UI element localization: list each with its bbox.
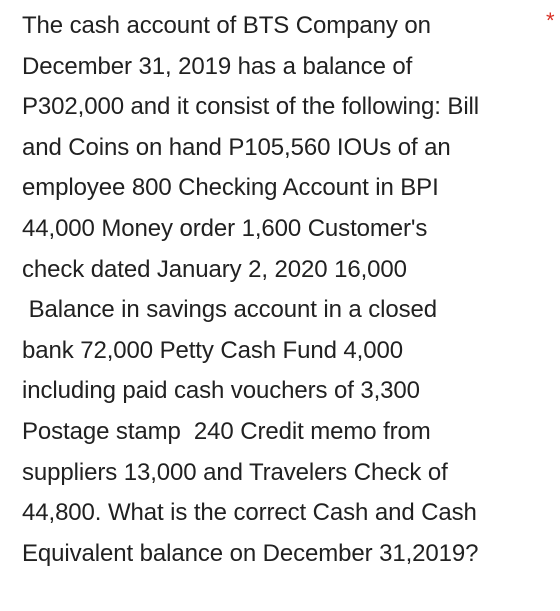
question-line: employee 800 Checking Account in BPI <box>22 174 439 202</box>
question-line: The cash account of BTS Company on <box>22 12 431 39</box>
question-line: December 31, 2019 has a balance of <box>22 52 413 80</box>
question-line: 44,000 Money order 1,600 Customer's <box>22 214 428 242</box>
question-text <box>22 6 554 574</box>
required-asterisk: * <box>546 8 555 33</box>
question-line: and Coins on hand P105,560 IOUs of an <box>22 133 451 161</box>
question-line: suppliers 13,000 and Travelers Check of <box>22 458 448 486</box>
question-line: Postage stamp 240 Credit memo from <box>22 417 431 445</box>
question-line: including paid cash vouchers of 3,300 <box>22 377 420 405</box>
question-line: check dated January 2, 2020 16,000 <box>22 255 407 283</box>
question-line: Equivalent balance on December 31,2019? <box>22 539 479 567</box>
question-line: P302,000 and it consist of the following: Bill <box>22 93 480 121</box>
question-line: Balance in savings account in a closed <box>22 296 438 324</box>
question-line: 44,800. What is the correct Cash and Cash <box>22 499 477 527</box>
question-line: bank 72,000 Petty Cash Fund 4,000 <box>22 336 403 364</box>
